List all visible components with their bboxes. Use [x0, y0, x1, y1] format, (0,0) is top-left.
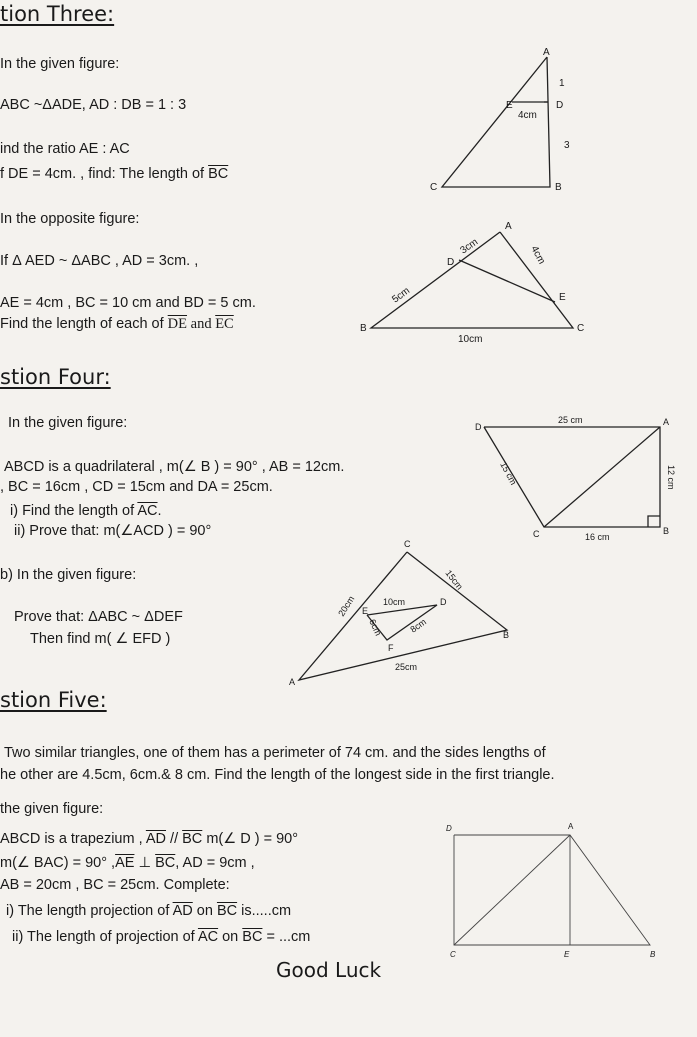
figure-triangle-aed-abc [355, 218, 595, 348]
segment-bc: $\overline{BC}$ [242, 929, 263, 945]
q4a-line5: ii) Prove that: m(∠ACD ) = 90° [14, 523, 212, 539]
q3-p2-line2: If Δ AED ~ ΔABC , AD = 3cm. , [0, 253, 199, 269]
fig5-label-e: E [564, 950, 570, 959]
q4b-line1: b) In the given figure: [0, 567, 137, 583]
fig2-ae-length: 4cm [528, 244, 547, 267]
fig1-label-c: C [430, 182, 438, 193]
fig2-label-e: E [559, 292, 566, 303]
fig3-dc-length: 15 cm [498, 460, 519, 487]
fig3-label-d: D [475, 422, 482, 432]
fig5-label-c: C [450, 950, 456, 959]
q5-p2-line5: i) The length projection of $\overline{AD}$ on $\overline{BC}$ is.....cm [6, 903, 292, 919]
q3-p1-line2: ABC ~ΔADE, AD : DB = 1 : 3 [0, 97, 187, 113]
fig2-label-a: A [505, 221, 512, 232]
q3-p2-line4: Find the length of each of $\overline{DE}$ and $\overline{EC}$ [0, 316, 234, 332]
q4a-line1: In the given figure: [8, 415, 128, 431]
fig1-ad-ratio: 1 [559, 78, 565, 89]
segment-ad: $\overline{AD}$ [172, 903, 193, 919]
fig1-label-e: E [506, 100, 513, 111]
segment-ac: $\overline{AC}$ [197, 929, 219, 945]
q5-p2-line2: ABCD is a trapezium , $\overline{AD} // \overline{BC}$ m(∠ D ) = 90° [0, 831, 299, 847]
segment-bc: $\overline{BC}$ [182, 831, 203, 847]
fig5-label-a: A [568, 822, 574, 831]
q5-p2-line1: the given figure: [0, 801, 104, 817]
fig2-bd-length: 5cm [390, 285, 413, 306]
question-five-heading: stion Five: [0, 688, 107, 712]
figure-triangle-ade-abc [420, 42, 590, 197]
fig2-ad-length: 3cm [458, 236, 481, 257]
figure-triangles-abc-def [285, 535, 525, 690]
segment-de: $\overline{DE}$ [167, 316, 188, 332]
fig3-label-c: C [533, 529, 540, 539]
fig4-ac-length: 20cm [336, 594, 357, 619]
q3-p1-line1: In the given figure: [0, 56, 120, 72]
fig4-label-d: D [440, 597, 447, 607]
q4a-line4: i) Find the length of $\overline{AC}$. [10, 503, 162, 519]
q5-p2-line6: ii) The length of projection of $\overline{AC}$ on $\overline{BC} = ...cm$ [12, 929, 311, 945]
good-luck-text: Good Luck [276, 958, 382, 982]
fig3-label-b: B [663, 526, 670, 536]
fig4-label-c: C [404, 539, 411, 549]
q3-p1-line4: f DE = 4cm. , find: The length of $\overline{BC}$ [0, 166, 229, 182]
fig4-ed-length: 10cm [383, 597, 406, 607]
fig3-ab-length: 12 cm [666, 465, 676, 490]
q3-p2-line1: In the opposite figure: [0, 211, 140, 227]
question-three-heading: tion Three: [0, 2, 115, 26]
fig1-label-d: D [556, 100, 564, 111]
fig1-label-b: B [555, 182, 562, 193]
segment-bc: $\overline{BC}$ [216, 903, 238, 919]
q5-p1-line2: he other are 4.5cm, 6cm.& 8 cm. Find the length of the longest side in the first triangle. [0, 767, 555, 783]
fig4-cb-length: 15cm [443, 568, 465, 592]
fig2-label-d: D [447, 257, 455, 268]
fig1-de-length: 4cm [518, 110, 537, 121]
q5-p2-line3: m(∠ BAC) = 90° $,\overline{AE}$ ⊥ $\overline{BC}$, AD = 9cm , [0, 855, 255, 871]
q3-p1-line3: ind the ratio AE : AC [0, 141, 130, 157]
fig4-label-a: A [289, 677, 296, 687]
fig3-da-length: 25 cm [558, 415, 583, 425]
fig1-label-a: A [543, 47, 550, 58]
segment-ae: $\overline{AE}$ [115, 855, 135, 871]
fig4-label-e: E [362, 606, 369, 616]
figure-quadrilateral-abcd [470, 410, 695, 545]
segment-ad: $\overline{AD}$ [145, 831, 167, 847]
q3-p2-line3: AE = 4cm , BC = 10 cm and BD = 5 cm. [0, 295, 256, 311]
q4a-line2: ABCD is a quadrilateral , m(∠ B ) = 90° , AB = 12cm. [4, 459, 345, 475]
question-four-heading: stion Four: [0, 365, 111, 389]
fig1-db-ratio: 3 [564, 140, 570, 151]
segment-ac: $\overline{AC}$ [137, 503, 158, 519]
segment-bc: $\overline{BC}$ [155, 855, 176, 871]
fig2-bc-length: 10cm [458, 334, 483, 345]
fig4-label-b: B [503, 630, 510, 640]
fig5-label-d: D [446, 824, 452, 833]
q5-p1-line1: Two similar triangles, one of them has a perimeter of 74 cm. and the sides lengths of [4, 745, 546, 761]
q5-p2-line4: AB = 20cm , BC = 25cm. Complete: [0, 877, 230, 893]
fig2-label-b: B [360, 323, 367, 334]
fig4-label-f: F [388, 643, 394, 653]
fig5-label-b: B [650, 950, 656, 959]
q4b-line2: Prove that: ΔABC ~ ΔDEF [14, 609, 183, 625]
segment-ec: $\overline{EC}$ [215, 316, 234, 332]
q4a-line3: , BC = 16cm , CD = 15cm and DA = 25cm. [0, 479, 273, 495]
fig2-label-c: C [577, 323, 585, 334]
figure-trapezium-abcd [440, 815, 670, 965]
fig4-ef-length: 6cm [367, 617, 384, 638]
q4b-line3: Then find m( ∠ EFD ) [30, 631, 171, 647]
fig4-ab-length: 25cm [395, 662, 418, 672]
fig3-label-a: A [663, 417, 670, 427]
fig3-cb-length: 16 cm [585, 532, 610, 542]
segment-bc: $\overline{BC}$ [208, 166, 229, 182]
fig4-fd-length: 8cm [408, 616, 429, 635]
